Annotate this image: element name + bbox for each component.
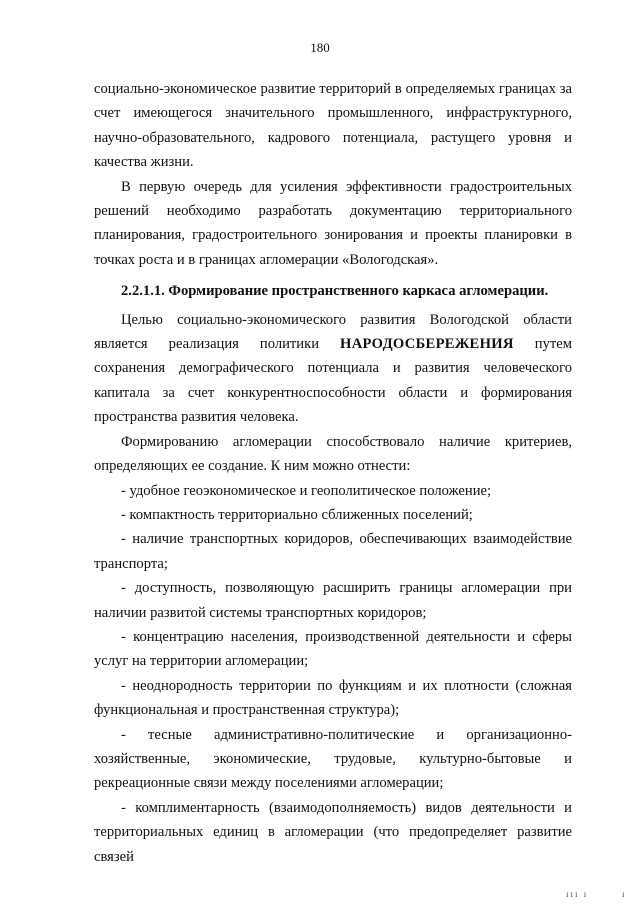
criteria-item: - неоднородность территории по функциям и их плотности (сложная функциональная и пространственная структура); xyxy=(94,677,572,719)
priority-paragraph: В первую очередь для усиления эффективности градостроительных решений необходимо разработать документацию территориального планирования, градостроительного зонирования и проекты планировки в точках роста и в границах агломерации «Вологодская». xyxy=(94,178,572,268)
goal-text-after: путем сохранения демографического потенциала и развития человеческого капитала за счет конкурентноспособности области и формирования пространства развития человека. xyxy=(94,336,572,426)
intro-paragraph: социально-экономическое развитие территорий в определяемых границах за счет имеющегося значительного промышленного, инфраструктурного, научно-образовательного, кадрового потенциала, растущего уровня и качества жизни. xyxy=(94,81,572,171)
footer-scan-mark-right: ı xyxy=(622,889,627,899)
criteria-item: - концентрацию населения, производственной деятельности и сферы услуг на территории агломерации; xyxy=(94,628,572,670)
page-number: 180 xyxy=(310,40,330,55)
criteria-intro: Формированию агломерации способствовало наличие критериев, определяющих ее создание. К ним можно отнести: xyxy=(94,433,572,475)
page-body xyxy=(94,77,572,869)
goal-paragraph xyxy=(94,308,572,430)
goal-text-before: Целью социально-экономического развития Вологодской области является реализация политики xyxy=(94,311,572,353)
footer-scan-mark-left: ııı ı xyxy=(566,889,589,899)
section-heading: 2.2.1.1. Формирование пространственного каркаса агломерации. xyxy=(121,283,549,300)
emphasis-term: НАРОДОСБЕРЕЖЕНИЯ xyxy=(340,336,514,353)
criteria-item: - доступность, позволяющую расширить границы агломерации при наличии развитой системы транспортных коридоров; xyxy=(94,580,572,621)
criteria-item: - тесные административно-политические и организационно-хозяйственные, экономические, трудовые, культурно-бытовые и рекреационные связи между поселениями агломерации; xyxy=(94,726,572,792)
criteria-item: - компактность территориально сближенных поселений; xyxy=(121,506,473,523)
criteria-item: - наличие транспортных коридоров, обеспечивающих взаимодействие транспорта; xyxy=(94,531,572,572)
criteria-item: - комплиментарность (взаимодополняемость) видов деятельности и территориальных единиц в агломерации (что предопределяет развитие связей xyxy=(94,799,572,865)
criteria-item: - удобное геоэкономическое и геополитическое положение; xyxy=(121,482,492,499)
